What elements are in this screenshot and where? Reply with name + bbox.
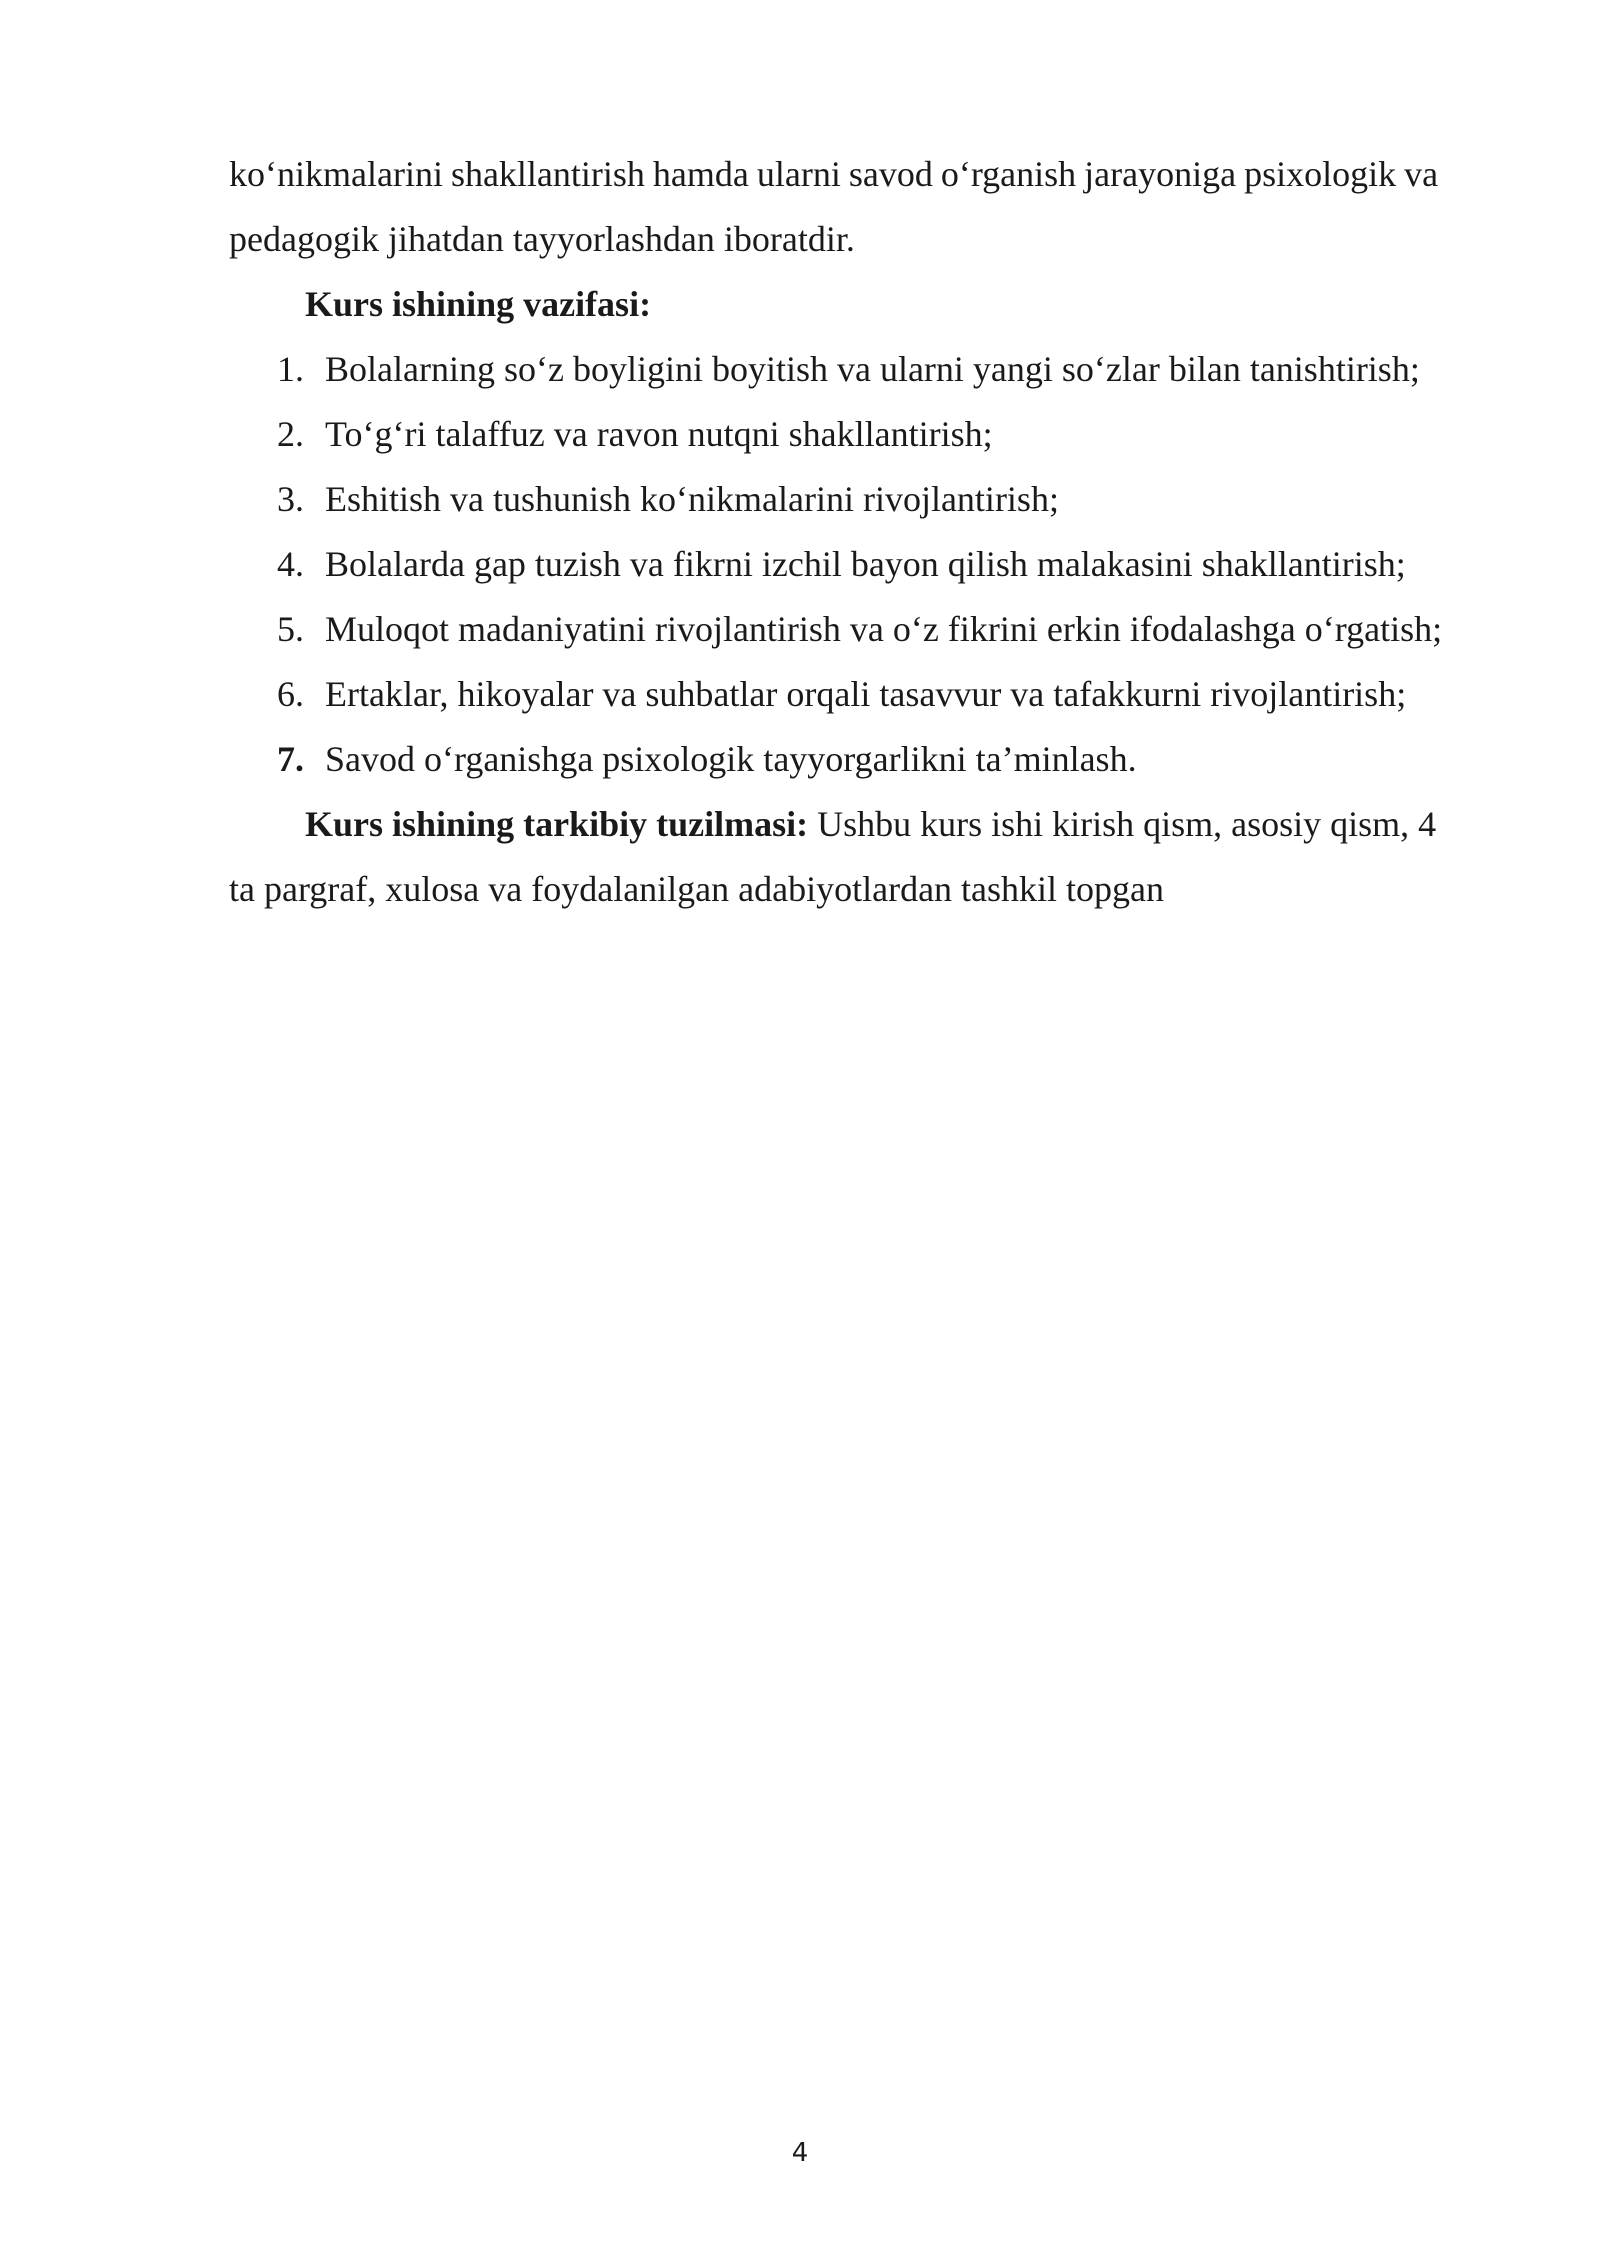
structure-line-2: ta pargraf, xulosa va foydalanilgan adabiyotlardan tashkil topgan — [229, 869, 1165, 909]
list-item-number: 3. — [277, 479, 304, 519]
structure-text-1: Ushbu kurs ishi kirish qism, asosiy qism, 4 — [808, 804, 1437, 844]
structure-line-1 — [305, 792, 1565, 857]
list-item-text: Bolalarning so‘z boyligini boyitish va ularni yangi so‘zlar bilan tanishtirish; — [325, 349, 1420, 389]
list-item-text: To‘g‘ri talaffuz va ravon nutqni shakllantirish; — [325, 414, 993, 454]
list-item-number: 7. — [277, 739, 304, 779]
intro-line-2: pedagogik jihatdan tayyorlashdan iboratdir. — [229, 219, 855, 259]
intro-line-1: ko‘nikmalarini shakllantirish hamda ularni savod o‘rganish jarayoniga psixologik va — [229, 154, 1439, 194]
list-item-text: Savod o‘rganishga psixologik tayyorgarlikni ta’minlash. — [325, 739, 1137, 779]
list-item-number: 4. — [277, 544, 304, 584]
page-number: 4 — [791, 2138, 809, 2168]
list-item-number: 2. — [277, 414, 304, 454]
list-item-number: 5. — [277, 609, 304, 649]
tasks-heading: Kurs ishining vazifasi: — [305, 284, 652, 324]
list-item-text: Ertaklar, hikoyalar va suhbatlar orqali tasavvur va tafakkurni rivojlantirish; — [325, 674, 1407, 714]
list-item-text: Muloqot madaniyatini rivojlantirish va o‘z fikrini erkin ifodalashga o‘rgatish; — [325, 609, 1443, 649]
structure-heading: Kurs ishining tarkibiy tuzilmasi: — [305, 804, 809, 844]
list-item-text: Eshitish va tushunish ko‘nikmalarini rivojlantirish; — [325, 479, 1059, 519]
list-item-number: 1. — [277, 349, 304, 389]
list-item-number: 6. — [277, 674, 304, 714]
list-item-text: Bolalarda gap tuzish va fikrni izchil bayon qilish malakasini shakllantirish; — [325, 544, 1406, 584]
